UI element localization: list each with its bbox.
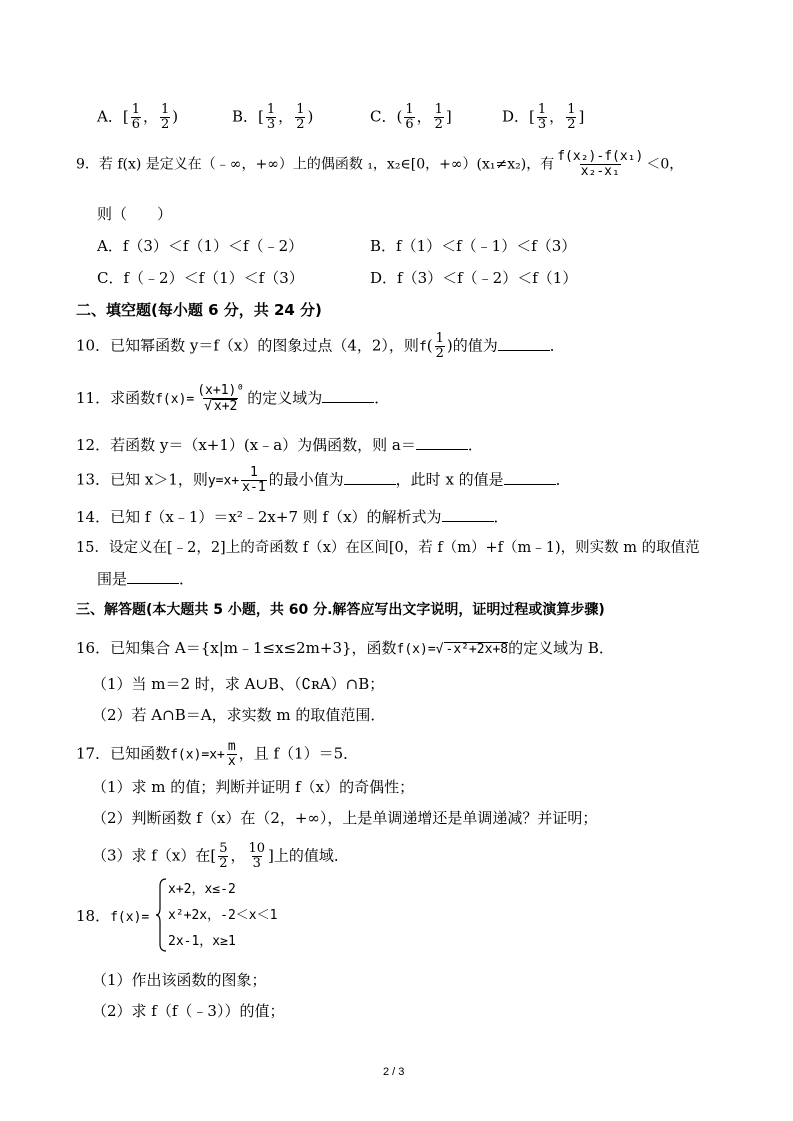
q8-option-a: A．[ $\frac{1}{6}$ ， $\frac{1}{2}$ ) <box>97 102 179 132</box>
q17-part2: （2）判断函数 f（x）在（2，+∞），上是单调递增还是单调递减？并证明； <box>92 809 598 827</box>
q18-label: 18．f(x)= <box>76 907 150 925</box>
q18-case1: x+2，x≤-2 <box>168 882 236 897</box>
q14: 14．已知 f（x﹣1）＝x²﹣2x+7 则 f（x）的解析式为 ． <box>76 508 509 526</box>
answer-blank <box>498 336 550 351</box>
q18-case3: 2x-1，x≥1 <box>168 934 236 949</box>
q8-option-b: B．[ $\frac{1}{3}$ ， $\frac{1}{2}$ ) <box>232 102 314 132</box>
q11: 11．求函数f(x)= $\frac{\text{(x+1)⁰}}{√ x+2}$ 的定义域为 ． <box>76 383 390 414</box>
answer-blank <box>322 388 374 403</box>
answer-blank <box>344 470 396 485</box>
q9-option-d: D．f（3）＜f（﹣2）＜f（1） <box>370 269 578 287</box>
q8-option-c: C．( $\frac{1}{6}$ ， $\frac{1}{2}$ ] <box>370 102 452 132</box>
piecewise-brace-icon <box>155 878 167 952</box>
q9-stem-line2: 则（ ） <box>97 205 173 223</box>
q12: 12．若函数 y＝（x+1）(x﹣a）为偶函数，则 a＝ ． <box>76 436 483 454</box>
q16-part2: （2）若 A∩B＝A，求实数 m 的取值范围． <box>92 706 386 724</box>
page-number: 2 / 3 <box>383 1066 405 1078</box>
q16-part1: （1）当 m＝2 时，求 A∪B、（∁ʀA）∩B； <box>92 675 385 693</box>
answer-blank <box>416 435 468 450</box>
q15-line2: 围是 ． <box>97 570 195 588</box>
q17-part1: （1）求 m 的值；判断并证明 f（x）的奇偶性； <box>92 778 415 796</box>
q18-case2: x²+2x，-2＜x＜1 <box>168 908 278 923</box>
answer-blank <box>504 470 556 485</box>
q9-stem: 9．若 f(x) 是定义在（﹣∞，+∞）上的偶函数 ₁，x₂∈[0，+∞）(x₁≠x₂)，有 $\frac{\text{f(x₂)-f(x₁)}}{\text{x₂-x₁}}$ ＜0， <box>76 149 684 179</box>
q18-part1: （1）作出该函数的图象； <box>92 971 267 989</box>
q17: 17．已知函数f(x)=x+ $\frac{m}{x}$ ，且 f（1）＝5． <box>76 739 359 769</box>
q16: 16．已知集合 A＝{x|m﹣1≤x≤2m+3}，函数f(x)=√ -x²+2x+8的定义域为 B． <box>76 639 614 657</box>
q15-line1: 15．设定义在[﹣2，2]上的奇函数 f（x）在区间[0，若 f（m）+f（m﹣1)，则实数 m 的取值范 <box>76 540 700 556</box>
answer-blank <box>127 569 179 584</box>
q8-option-d: D．[ $\frac{1}{3}$ ， $\frac{1}{2}$ ] <box>502 102 585 132</box>
answer-blank <box>442 507 494 522</box>
q10: 10．已知幂函数 y＝f（x）的图象过点（4，2），则f( $\frac{1}{2}$ )的值为 ． <box>76 331 565 361</box>
q18-part2: （2）求 f（f（﹣3））的值； <box>92 1002 285 1020</box>
q9-option-c: C．f（﹣2）＜f（1）＜f（3） <box>97 269 304 287</box>
section-heading-answer: 三、解答题(本大题共 5 小题，共 60 分.解答应写出文字说明，证明过程或演算步骤) <box>76 602 605 618</box>
q9-option-a: A．f（3）＜f（1）＜f（﹣2） <box>97 237 304 255</box>
section-heading-fill-blank: 二、填空题(每小题 6 分，共 24 分) <box>76 301 322 319</box>
q17-part3: （3）求 f（x）在[ $\frac{5}{2}$ ， $\frac{10}{3}$ ]上的值域． <box>92 841 349 871</box>
q9-option-b: B．f（1）＜f（﹣1）＜f（3） <box>370 237 577 255</box>
q13: 13．已知 x＞1，则y=x+ $\frac{1}{x-1}$ 的最小值为 ，此时 x 的值是 ． <box>76 465 571 495</box>
